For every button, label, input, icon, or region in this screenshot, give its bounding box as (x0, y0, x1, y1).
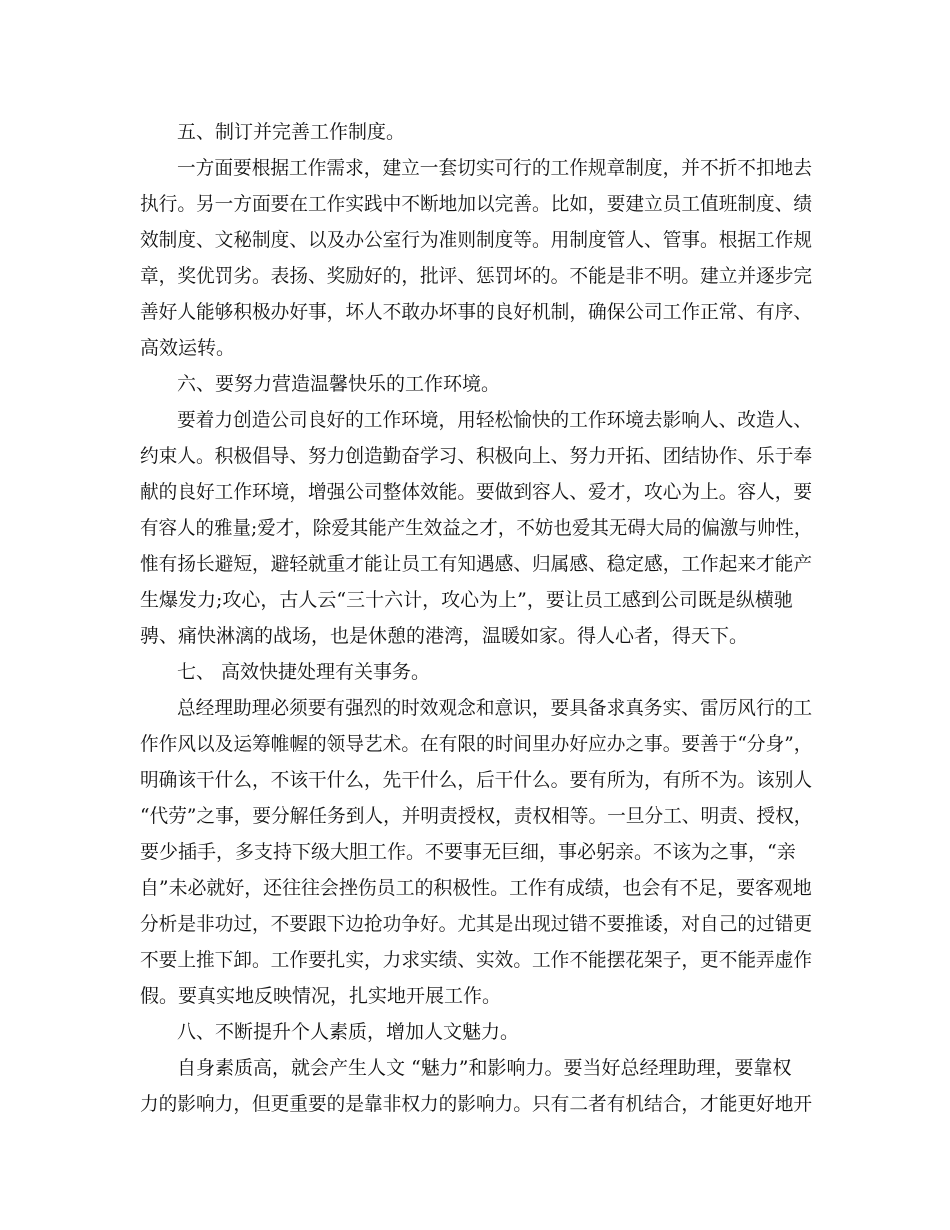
paragraph-line: 生爆发力;攻心，古人云“三十六计，攻心为上”，要让员工感到公司既是纵横驰 (140, 589, 793, 611)
paragraph-line: 明确该干什么，不该干什么，先干什么，后干什么。要有所为，有所不为。该别人 (140, 769, 813, 791)
paragraph-line: 执行。另一方面要在工作实践中不断地加以完善。比如，要建立员工值班制度、绩 (140, 193, 813, 215)
paragraph-line: 自”未必就好，还往往会挫伤员工的积极性。工作有成绩，也会有不足，要客观地 (140, 877, 812, 899)
paragraph-line: 章，奖优罚劣。表扬、奖励好的，批评、惩罚坏的。不能是非不明。建立并逐步完 (140, 265, 813, 287)
paragraph-line: 要少插手，多支持下级大胆工作。不要事无巨细，事必躬亲。不该为之事，“亲 (140, 841, 796, 863)
heading-section-7: 七、 高效快捷处理有关事务。 (177, 661, 431, 683)
heading-section-5: 五、制订并完善工作制度。 (177, 121, 406, 143)
heading-section-6: 六、要努力营造温馨快乐的工作环境。 (177, 373, 501, 395)
paragraph-line: 高效运转。 (140, 337, 236, 359)
paragraph-line: “代劳”之事，要分解任务到人，并明责授权，责权相等。一旦分工、明责、授权， (140, 805, 813, 827)
paragraph-line: 献的良好工作环境，增强公司整体效能。要做到容人、爱才，攻心为上。容人，要 (140, 481, 813, 503)
paragraph-line: 假。要真实地反映情况，扎实地开展工作。 (140, 985, 502, 1007)
paragraph-line: 效制度、文秘制度、以及办公室行为准则制度等。用制度管人、管事。根据工作规 (140, 229, 813, 251)
paragraph-line: 力的影响力，但更重要的是靠非权力的影响力。只有二者有机结合，才能更好地开 (140, 1093, 813, 1115)
paragraph-line: 一方面要根据工作需求，建立一套切实可行的工作规章制度，并不折不扣地去 (177, 157, 813, 179)
paragraph-line: 骋、痛快淋漓的战场，也是休憩的港湾，温暖如家。得人心者，得天下。 (140, 625, 749, 647)
paragraph-line: 分析是非功过，不要跟下边抢功争好。尤其是出现过错不要推诿，对自己的过错更 (140, 913, 813, 935)
paragraph-line: 总经理助理必须要有强烈的时效观念和意识，要具备求真务实、雷厉风行的工 (177, 697, 813, 719)
paragraph-line: 自身素质高，就会产生人文 “魅力”和影响力。要当好总经理助理，要靠权 (177, 1057, 792, 1079)
paragraph-line: 要着力创造公司良好的工作环境，用轻松愉快的工作环境去影响人、改造人、 (177, 409, 813, 431)
paragraph-line: 惟有扬长避短，避轻就重才能让员工有知遇感、归属感、稳定感，工作起来才能产 (140, 553, 813, 575)
paragraph-line: 善好人能够积极办好事，坏人不敢办坏事的良好机制，确保公司工作正常、有序、 (140, 301, 813, 323)
paragraph-line: 作作风以及运筹帷幄的领导艺术。在有限的时间里办好应办之事。要善于“分身”， (140, 733, 813, 755)
paragraph-line: 有容人的雅量;爱才，除爱其能产生效益之才，不妨也爱其无碍大局的偏激与帅性， (140, 517, 813, 539)
paragraph-line: 约束人。积极倡导、努力创造勤奋学习、积极向上、努力开拓、团结协作、乐于奉 (140, 445, 813, 467)
heading-section-8: 八、不断提升个人素质，增加人文魅力。 (177, 1021, 520, 1043)
paragraph-line: 不要上推下卸。工作要扎实，力求实绩、实效。工作不能摆花架子，更不能弄虚作 (140, 949, 813, 971)
